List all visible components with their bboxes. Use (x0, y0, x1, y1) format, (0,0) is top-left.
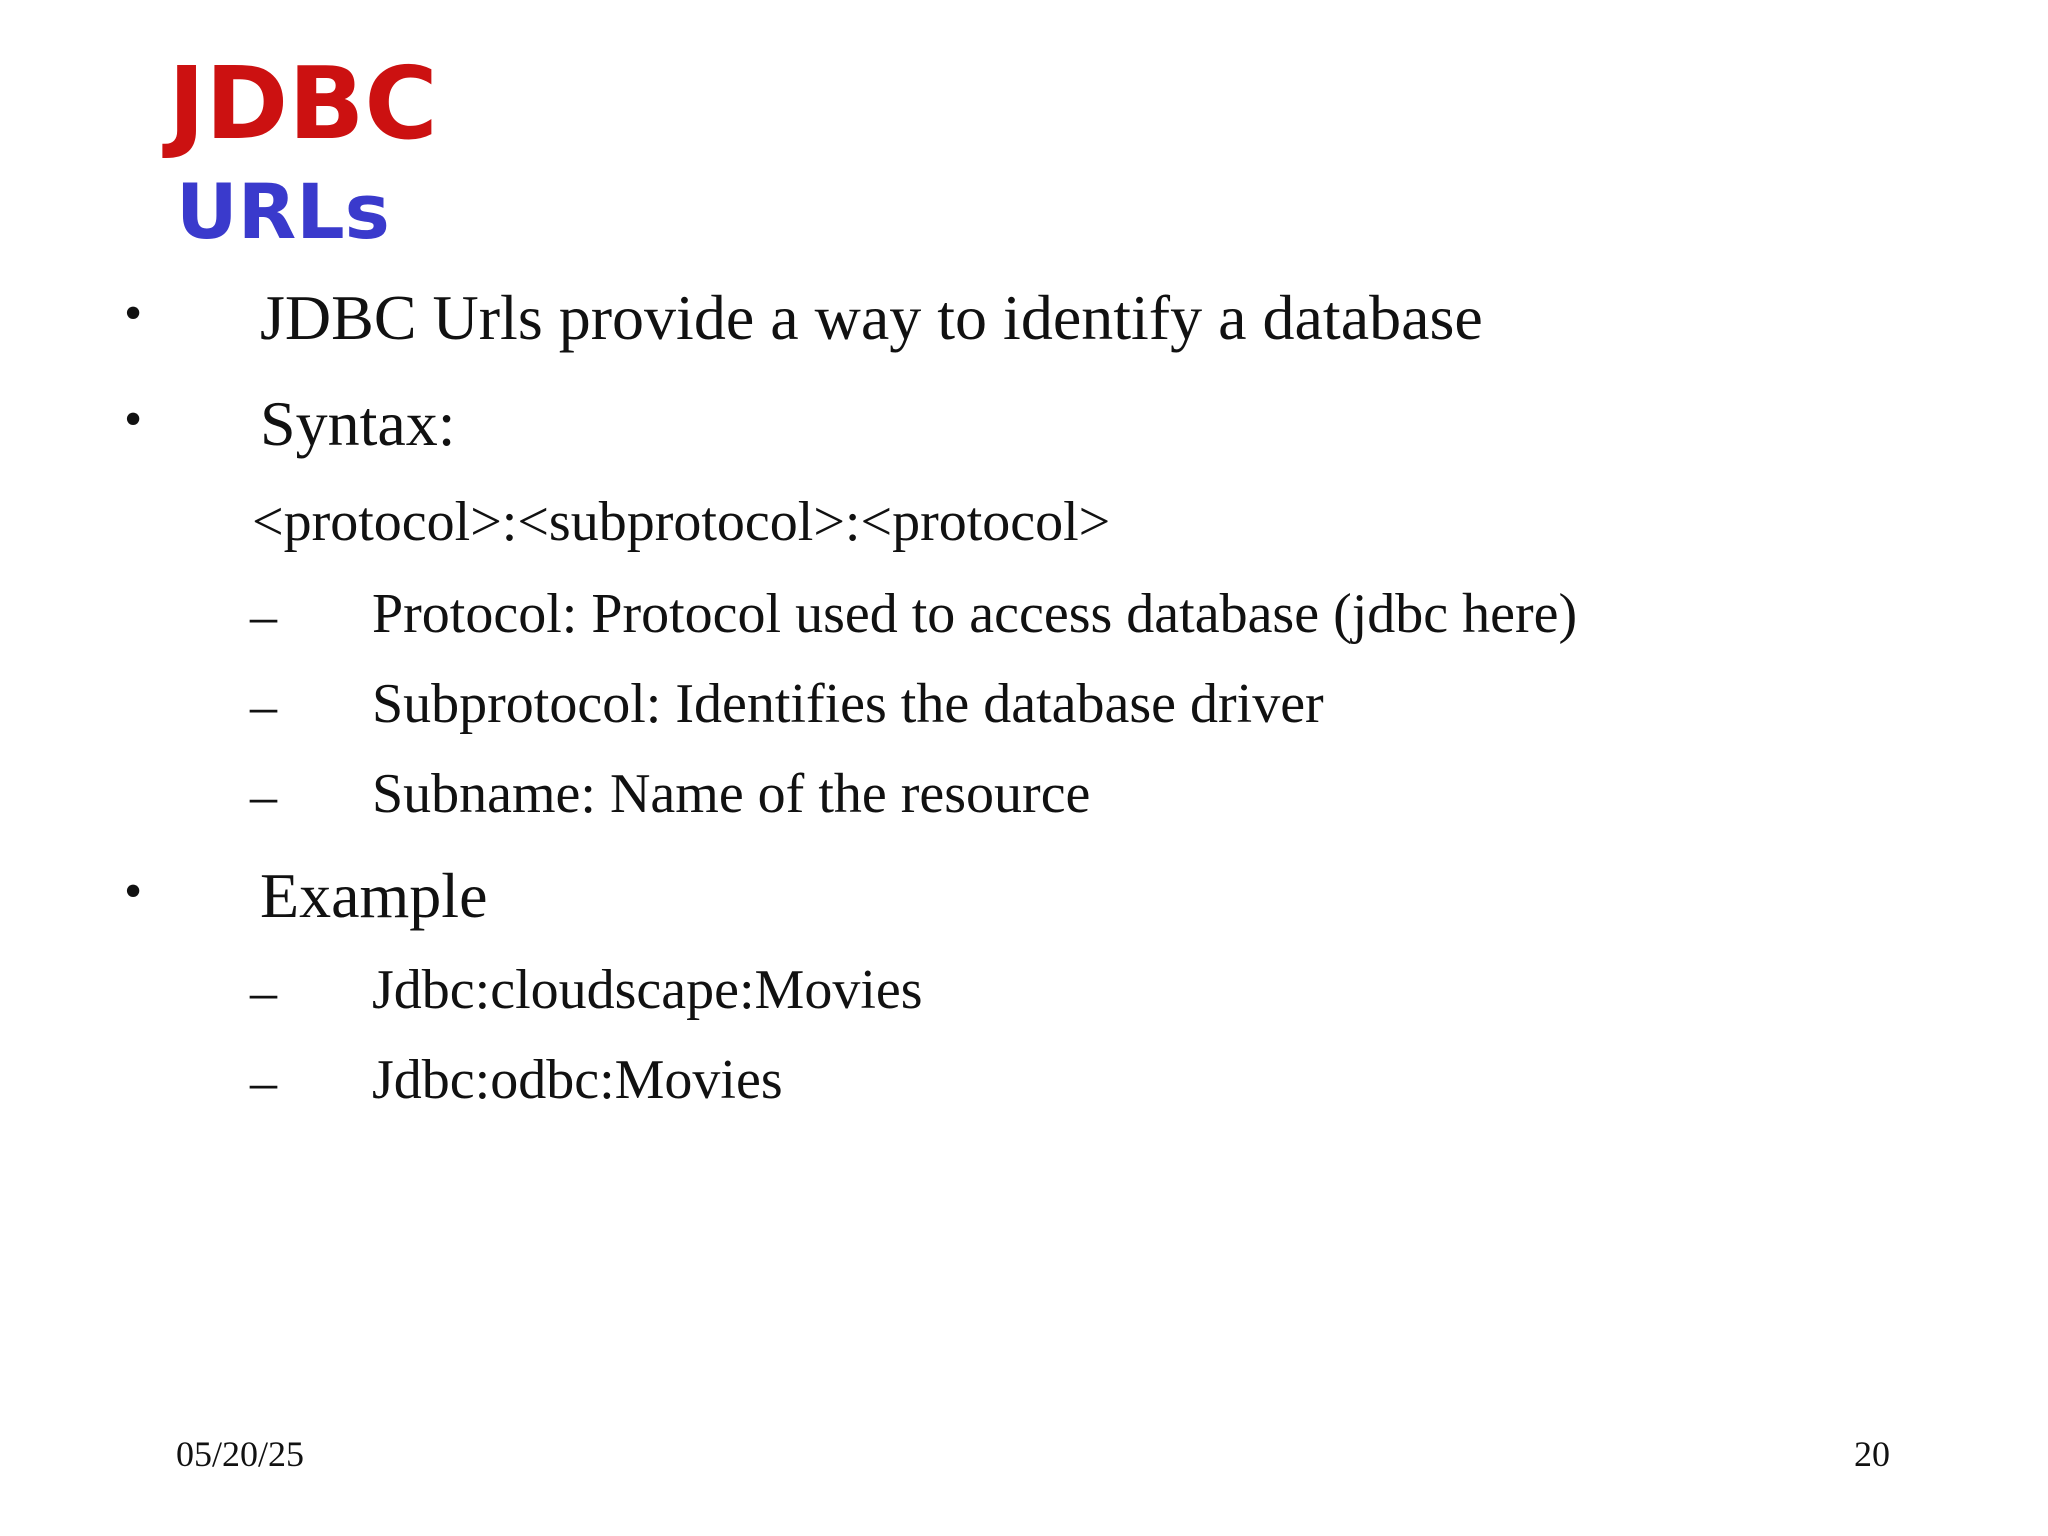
dash-marker: – (250, 586, 277, 646)
bullet-marker: • (124, 285, 143, 342)
syntax-item-subprotocol: Subprotocol: Identifies the database driver (372, 673, 1324, 735)
dash-marker: – (250, 676, 277, 736)
bullet-text-example: Example (260, 860, 488, 931)
bullet-marker: • (124, 863, 143, 920)
example-item-odbc: Jdbc:odbc:Movies (372, 1049, 783, 1111)
dash-marker: – (250, 1052, 277, 1112)
bullet-text-syntax: Syntax: (260, 388, 456, 459)
dash-marker: – (250, 962, 277, 1022)
footer-page-number: 20 (1854, 1434, 1890, 1474)
example-item-cloudscape: Jdbc:cloudscape:Movies (372, 959, 923, 1021)
syntax-item-subname: Subname: Name of the resource (372, 763, 1091, 825)
bullet-marker: • (124, 391, 143, 448)
slide-subtitle: URLs (176, 167, 390, 256)
dash-marker: – (250, 766, 277, 826)
slide-title: JDBC (168, 45, 438, 162)
syntax-line: <protocol>:<subprotocol>:<protocol> (252, 491, 1111, 553)
bullet-text-intro: JDBC Urls provide a way to identify a database (260, 282, 1483, 353)
footer-date: 05/20/25 (176, 1434, 305, 1474)
syntax-item-protocol: Protocol: Protocol used to access database (jdbc here) (372, 583, 1578, 645)
